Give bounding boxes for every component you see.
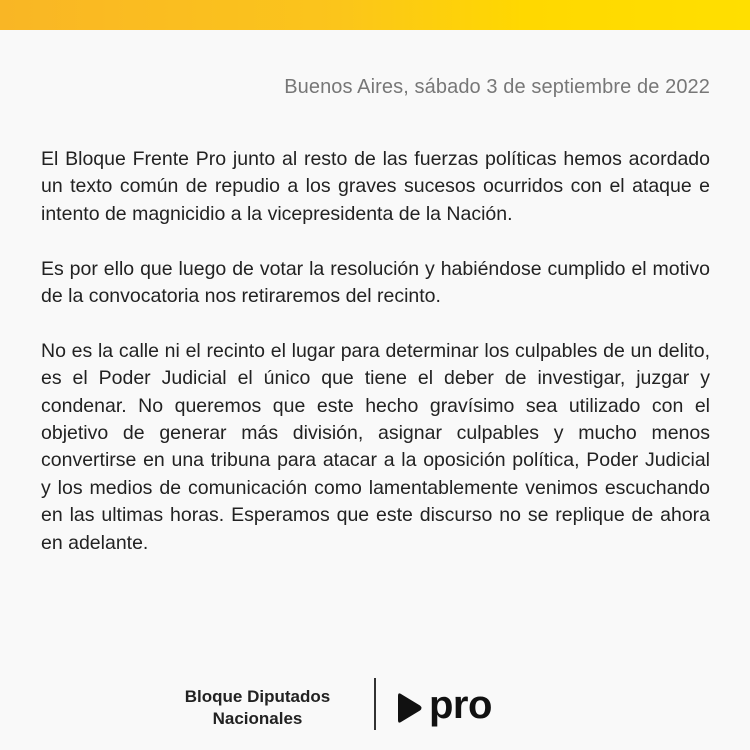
bloc-name-line1: Bloque Diputados [184,687,331,706]
pro-logo [397,683,492,730]
footer-divider [374,678,376,730]
top-accent-bar [0,0,750,30]
bloc-name-line2: Nacionales [212,709,303,728]
paragraph-2: Es por ello que luego de votar la resolución y habiéndose cumplido el motivo de la convocatoria nos retiraremos del recinto. [41,257,710,308]
paragraph-3: No es la calle ni el recinto el lugar para determinar los culpables de un delito, es el Poder Judicial el único que tiene el deber de investigar, juzgar y condenar. No queremos que este hecho gravísimo sea utilizado con el objetivo de generar más división, asignar culpables y mucho menos convertirse en una tribuna para atacar a la oposición política, Poder Judicial y los medios de comunicación como lamentablemente venimos escuchando en las ultimas horas. Esperamos que este discurso no se replique de ahora en adelante. [41,339,710,554]
paragraph-1: El Bloque Frente Pro junto al resto de las fuerzas políticas hemos acordado un texto común de repudio a los graves sucesos ocurridos con el ataque e intento de magnicidio a la vicepresidenta de la Nación. [41,148,710,225]
pro-wordmark: pro [429,683,492,727]
footer [0,672,750,732]
bloc-name [165,686,350,730]
play-icon [397,691,423,725]
statement-body [41,146,710,584]
date-line: Buenos Aires, sábado 3 de septiembre de 2022 [284,76,710,98]
